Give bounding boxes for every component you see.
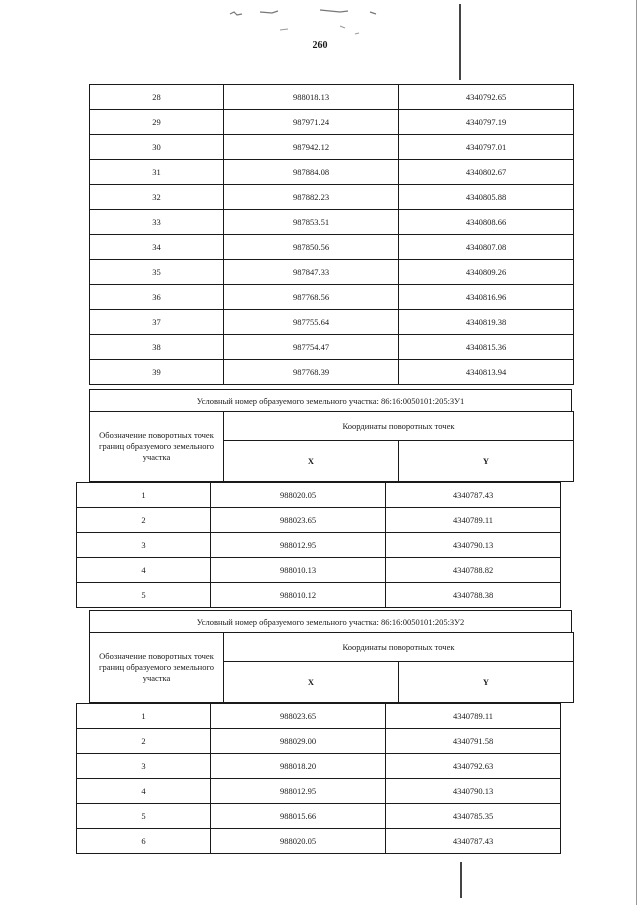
table1-row — [90, 110, 574, 135]
table1-coord-y: 4340809.26 — [399, 260, 574, 285]
section2-point-number: 4 — [77, 779, 211, 804]
section2-coord-y: 4340787.43 — [386, 829, 561, 854]
table1-coord-y: 4340808.66 — [399, 210, 574, 235]
table1-coord-y: 4340797.19 — [399, 110, 574, 135]
table1-coord-x: 987768.56 — [224, 285, 399, 310]
section2-coord-x: 988029.00 — [211, 729, 386, 754]
section2-point-number: 5 — [77, 804, 211, 829]
page-edge-right — [636, 0, 637, 905]
section2-point-number: 2 — [77, 729, 211, 754]
section1-coord-x: 988012.95 — [211, 533, 386, 558]
section2-col-x: X — [224, 662, 399, 703]
page-number: 260 — [312, 40, 328, 51]
section2-point-number: 3 — [77, 754, 211, 779]
section1-header — [89, 411, 574, 482]
table1-coord-y: 4340797.01 — [399, 135, 574, 160]
section1-coord-y: 4340787.43 — [386, 483, 561, 508]
table1-coord-x: 987853.51 — [224, 210, 399, 235]
section1-point-number: 5 — [77, 583, 211, 608]
section1-coord-y: 4340788.38 — [386, 583, 561, 608]
table1-point-number: 36 — [90, 285, 224, 310]
table1-row — [90, 335, 574, 360]
table1-row — [90, 360, 574, 385]
table1-coord-y: 4340792.65 — [399, 85, 574, 110]
section2-caption: Условный номер образуемого земельного участка: 86:16:0050101:205:ЗУ2 — [89, 610, 572, 632]
table1-coord-x: 987971.24 — [224, 110, 399, 135]
section2-row — [77, 704, 561, 729]
table1-coord-x: 987768.39 — [224, 360, 399, 385]
section1-coord-x: 988020.05 — [211, 483, 386, 508]
section2-coord-x: 988018.20 — [211, 754, 386, 779]
table1-point-number: 29 — [90, 110, 224, 135]
table1-coord-x: 987850.56 — [224, 235, 399, 260]
section1-coord-x: 988023.65 — [211, 508, 386, 533]
section2-coord-x: 988012.95 — [211, 779, 386, 804]
table1-row — [90, 135, 574, 160]
table1-coord-x: 987755.64 — [224, 310, 399, 335]
coordinates-table-continued — [89, 84, 574, 385]
section1-point-number: 3 — [77, 533, 211, 558]
section2-header-label: Обозначение поворотных точек границ образуемого земельного участка — [90, 633, 224, 703]
section1-point-number: 2 — [77, 508, 211, 533]
table1-coord-y: 4340807.08 — [399, 235, 574, 260]
section2-row — [77, 729, 561, 754]
section2-coord-x: 988020.05 — [211, 829, 386, 854]
section2-point-number: 6 — [77, 829, 211, 854]
table1-coord-x: 987847.33 — [224, 260, 399, 285]
table1-row — [90, 185, 574, 210]
table1-row — [90, 310, 574, 335]
section2-row — [77, 779, 561, 804]
table1-point-number: 35 — [90, 260, 224, 285]
table1-point-number: 34 — [90, 235, 224, 260]
table1-coord-y: 4340813.94 — [399, 360, 574, 385]
section2-coord-y: 4340791.58 — [386, 729, 561, 754]
section2-coord-y: 4340785.35 — [386, 804, 561, 829]
table1-coord-y: 4340802.67 — [399, 160, 574, 185]
section2-header-coords: Координаты поворотных точек — [224, 633, 574, 662]
section1-col-y: Y — [399, 441, 574, 482]
section1-coord-y: 4340788.82 — [386, 558, 561, 583]
section1-caption: Условный номер образуемого земельного участка: 86:16:0050101:205:ЗУ1 — [89, 389, 572, 411]
section2-coord-y: 4340790.13 — [386, 779, 561, 804]
section1-coord-y: 4340789.11 — [386, 508, 561, 533]
section1-header-coords: Координаты поворотных точек — [224, 412, 574, 441]
section2-coord-x: 988015.66 — [211, 804, 386, 829]
section2-table — [76, 703, 561, 854]
section1-coord-x: 988010.13 — [211, 558, 386, 583]
table1-point-number: 37 — [90, 310, 224, 335]
section2-point-number: 1 — [77, 704, 211, 729]
section2-row — [77, 829, 561, 854]
table1-coord-x: 987942.12 — [224, 135, 399, 160]
section1-row — [77, 483, 561, 508]
table1-coord-x: 988018.13 — [224, 85, 399, 110]
table1-coord-x: 987754.47 — [224, 335, 399, 360]
section1-coord-y: 4340790.13 — [386, 533, 561, 558]
table1-coord-y: 4340815.36 — [399, 335, 574, 360]
table1-row — [90, 260, 574, 285]
table1-point-number: 28 — [90, 85, 224, 110]
section1-row — [77, 508, 561, 533]
section1-header-label: Обозначение поворотных точек границ образуемого земельного участка — [90, 412, 224, 482]
section2-row — [77, 754, 561, 779]
scan-artifact-top — [220, 4, 400, 40]
table1-point-number: 30 — [90, 135, 224, 160]
section2-header — [89, 632, 574, 703]
section1-row — [77, 583, 561, 608]
table1-point-number: 38 — [90, 335, 224, 360]
table1-row — [90, 85, 574, 110]
table1-point-number: 39 — [90, 360, 224, 385]
section2-coord-y: 4340792.63 — [386, 754, 561, 779]
section1-table — [76, 482, 561, 608]
section2-row — [77, 804, 561, 829]
table1-coord-y: 4340816.96 — [399, 285, 574, 310]
section1-col-x: X — [224, 441, 399, 482]
table1-point-number: 33 — [90, 210, 224, 235]
table1-row — [90, 285, 574, 310]
section1-point-number: 1 — [77, 483, 211, 508]
binding-line-bottom — [460, 862, 462, 898]
table1-coord-y: 4340819.38 — [399, 310, 574, 335]
table1-row — [90, 235, 574, 260]
table1-coord-x: 987882.23 — [224, 185, 399, 210]
table1-row — [90, 210, 574, 235]
section1-row — [77, 533, 561, 558]
section1-coord-x: 988010.12 — [211, 583, 386, 608]
table1-point-number: 31 — [90, 160, 224, 185]
section2-col-y: Y — [399, 662, 574, 703]
section2-coord-y: 4340789.11 — [386, 704, 561, 729]
section2-coord-x: 988023.65 — [211, 704, 386, 729]
section1-row — [77, 558, 561, 583]
table1-coord-x: 987884.08 — [224, 160, 399, 185]
table1-point-number: 32 — [90, 185, 224, 210]
table1-coord-y: 4340805.88 — [399, 185, 574, 210]
section1-point-number: 4 — [77, 558, 211, 583]
table1-row — [90, 160, 574, 185]
